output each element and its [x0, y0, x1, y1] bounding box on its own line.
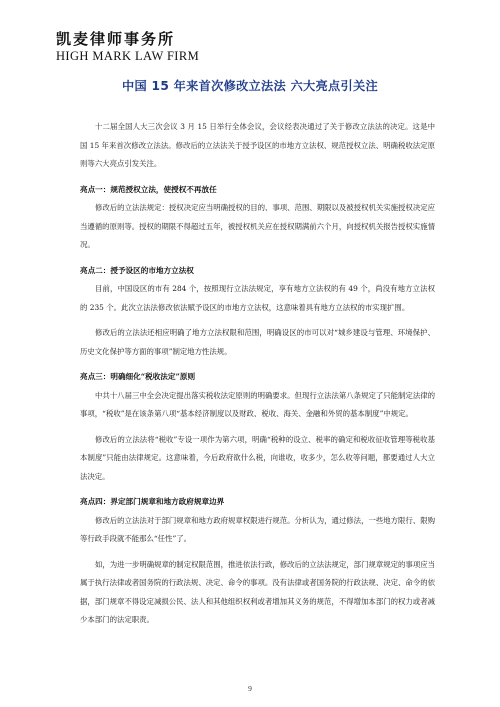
- paragraph-intro: 十二届全国人大三次会议 3 月 15 日举行全体会议，会议经表决通过了关于修改立法法的决定。这是中国 15 年来首次修改立法法。修改后的立法法关于授予设区的市地方立法权、规范授权立法、明确税收法定原则等六大亮点引发关注。: [80, 122, 435, 168]
- paragraph-authorized-legislation: 修改后的立法法规定：授权决定应当明确授权的目的、事项、范围、期限以及被授权机关实施授权决定应当遵循的原则等。授权的期限不得超过五年，被授权机关应在授权期满前六个月，向授权机关报告授权实施情况。: [80, 203, 435, 249]
- paragraph-city-legislation: 目前，中国设区的市有 284 个，按照现行立法法规定，享有地方立法权的有 49 个，尚没有地方立法权的 235 个。此次立法法修改依法赋予设区的市地方立法权，这意味着具有地方立法权的市实现扩围。: [80, 284, 435, 312]
- paragraph-city-scope: 修改后的立法法还相应明确了地方立法权限和范围，明确设区的市可以对“城乡建设与管理、环境保护、历史文化保护等方面的事项”制定地方性法规。: [80, 328, 435, 356]
- paragraph-department-rules: 如，为进一步明确规章的制定权限范围，推进依法行政，修改后的立法法规定，部门规章规定的事项应当属于执行法律或者国务院的行政法规、决定、命令的事项。没有法律或者国务院的行政法规、决定、命令的依据，部门规章不得设定减损公民、法人和其他组织权利或者增加其义务的规范，不得增加本部门的权力或者减少本部门的法定职责。: [80, 559, 435, 624]
- page-number: 9: [248, 684, 252, 693]
- firm-logo: [56, 30, 256, 63]
- paragraph-rules-boundary: 修改后的立法法对于部门规章和地方政府规章权限进行规范。分析认为，通过修法，一些地方限行、限购等行政手段就不能那么“任性”了。: [80, 515, 435, 543]
- firm-logo-english: HIGH MARK LAW FIRM: [56, 49, 200, 63]
- section-heading-1: 亮点一：规范授权立法，使授权不再放任: [80, 184, 217, 194]
- article-body: [80, 118, 435, 637]
- section-heading-2: 亮点二：授予设区的市地方立法权: [80, 265, 194, 275]
- section-heading-3: 亮点三：明确细化“税收法定”原则: [80, 372, 196, 381]
- article-title: 中国 15 年来首次修改立法法 六大亮点引关注: [122, 79, 378, 93]
- paragraph-tax-item: 修改后的立法法将“税收”专设一项作为第六项，明确“税种的设立、税率的确定和税收征收管理等税收基本制度”只能由法律规定。这意味着，今后政府欲什么税，向谁收，收多少，怎么收等问题，都要通过人大立法决定。: [80, 434, 435, 481]
- firm-logo-chinese: 凯麦律师事务所: [56, 30, 176, 48]
- paragraph-tax-principle: 中共十八届三中全会决定提出落实税收法定原则的明确要求。但现行立法法第八条规定了只能制定法律的事项，“税收”是在该条第八项“基本经济制度以及财政、税收、海关、金融和外贸的基本制度”中规定。: [80, 390, 435, 418]
- section-heading-4: 亮点四：界定部门规章和地方政府规章边界: [80, 497, 225, 506]
